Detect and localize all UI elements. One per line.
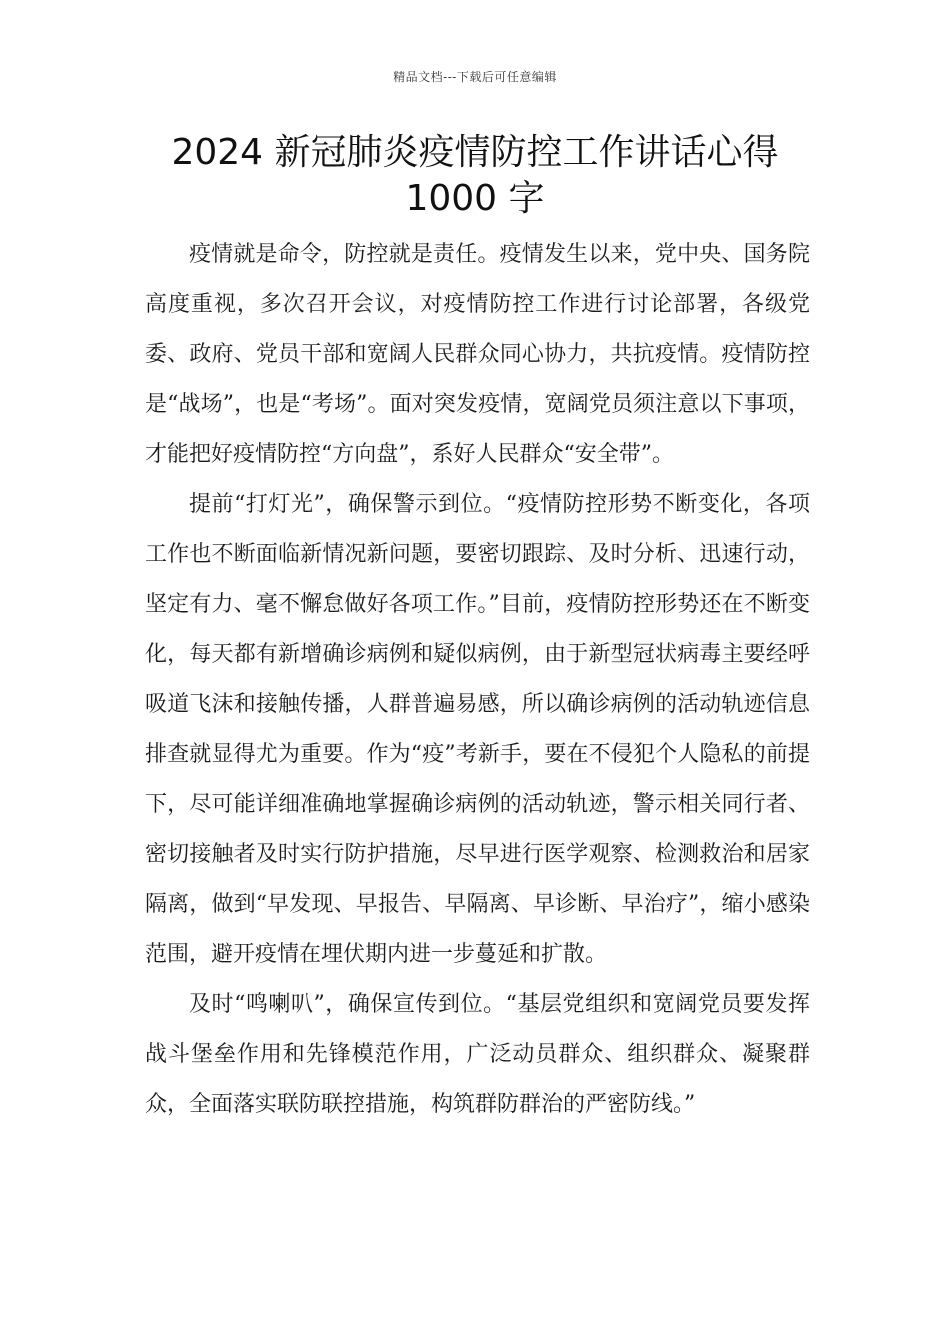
paragraph-3: 及时“鸣喇叭”，确保宣传到位。“基层党组织和宽阔党员要发挥战斗堡垒作用和先锋模范作用，广泛动员群众、组织群众、凝聚群众，全面落实联防联控措施，构筑群防群治的严密防线。”: [145, 992, 810, 1117]
title-line-1: 2024 新冠肺炎疫情防控工作讲话心得: [171, 132, 779, 173]
title-line-2: 1000 字: [405, 178, 545, 219]
paragraph-2: 提前“打灯光”，确保警示到位。“疫情防控形势不断变化，各项工作也不断面临新情况新问题，要密切跟踪、及时分析、迅速行动，坚定有力、毫不懈怠做好各项工作。”目前，疫情防控形势还在不断变化，每天都有新增确诊病例和疑似病例，由于新型冠状病毒主要经呼吸道飞沫和接触传播，人群普遍易感，所以确诊病例的活动轨迹信息排查就显得尤为重要。作为“疫”考新手，要在不侵犯个人隐私的前提下，尽可能详细准确地掌握确诊病例的活动轨迹，警示相关同行者、密切接触者及时实行防护措施，尽早进行医学观察、检测救治和居家隔离，做到“早发现、早报告、早隔离、早诊断、早治疗”，缩小感染范围，避开疫情在埋伏期内进一步蔓延和扩散。: [145, 492, 810, 967]
header-note: 精品文档---下载后可任意编辑: [393, 70, 557, 84]
document-body: [145, 230, 810, 1130]
paragraph-1: 疫情就是命令，防控就是责任。疫情发生以来，党中央、国务院高度重视，多次召开会议，对疫情防控工作进行讨论部署，各级党委、政府、党员干部和宽阔人民群众同心协力，共抗疫情。疫情防控是“战场”，也是“考场”。面对突发疫情，宽阔党员须注意以下事项，才能把好疫情防控“方向盘”，系好人民群众“安全带”。: [145, 242, 810, 467]
document-title: [120, 130, 830, 222]
